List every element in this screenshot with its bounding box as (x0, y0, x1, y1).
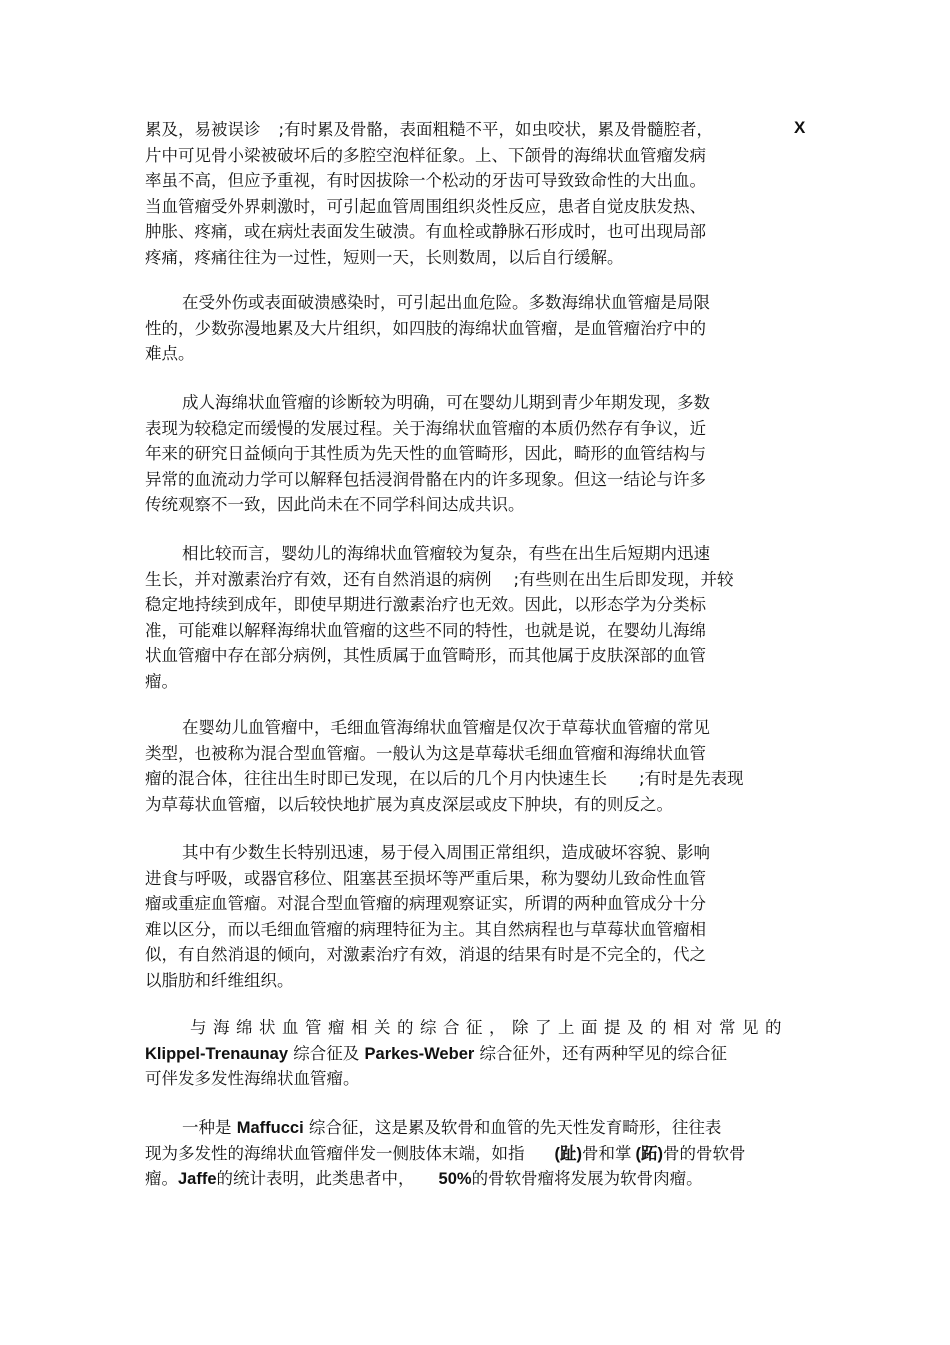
text-line: 当血管瘤受外界刺激时，可引起血管周围组织炎性反应，患者自觉皮肤发热、 (145, 196, 706, 216)
text-line: 状血管瘤中存在部分病例，其性质属于血管畸形，而其他属于皮肤深部的血管 (145, 646, 706, 665)
text-line: Klippel-Trenaunay 综合征及 Parkes-Weber 综合征外，还有两种罕见的综合征 (145, 1043, 728, 1063)
text-line: 在受外伤或表面破溃感染时，可引起出血危险。多数海绵状血管瘤是局限 (182, 293, 710, 312)
text-line: 为草莓状血管瘤，以后较快地扩展为真皮深层或皮下肿块，有的则反之。 (145, 794, 673, 814)
text-line: 以脂肪和纤维组织。 (145, 970, 294, 990)
text-line: 其中有少数生长特别迅速，易于侵入周围正常组织，造成破坏容貌、影响 (182, 843, 710, 862)
syndrome-name: Maffucci (236, 1119, 304, 1137)
text-line: 年来的研究日益倾向于其性质为先天性的血管畸形，因此，畸形的血管结构与 (145, 444, 706, 463)
text-line: 肿胀、疼痛，或在病灶表面发生破溃。有血栓或静脉石形成时，也可出现局部 (145, 222, 706, 241)
text-line: 似，有自然消退的倾向，对激素治疗有效，消退的结果有时是不完全的，代之 (145, 945, 706, 964)
paragraph-2 (145, 290, 810, 367)
paragraph-7 (145, 1015, 810, 1092)
text-line: 难以区分，而以毛细血管瘤的病理特征为主。其自然病程也与草莓状血管瘤相 (145, 919, 706, 939)
stray-mark: X (794, 118, 806, 137)
text-line: 一种是 Maffucci 综合征，这是累及软骨和血管的先天性发育畸形，往往表 (182, 1118, 722, 1137)
text-line: 瘤或重症血管瘤。对混合型血管瘤的病理观察证实，所谓的两种血管成分十分 (145, 894, 706, 913)
syndrome-name: Parkes-Weber (364, 1044, 475, 1063)
text-line: 疼痛，疼痛往往为一过性，短则一天，长则数周，以后自行缓解。 (145, 247, 624, 267)
text-line: 传统观察不一致，因此尚未在不同学科间达成共识。 (145, 495, 525, 514)
text-line: 瘤的混合体，往往出生时即已发现，在以后的几个月内快速生长 ;有时是先表现 (145, 769, 744, 788)
paragraph-5 (145, 715, 810, 817)
text-line: 稳定地持续到成年，即使早期进行激素治疗也无效。因此，以形态学为分类标 (145, 595, 706, 614)
text-line: 表现为较稳定而缓慢的发展过程。关于海绵状血管瘤的本质仍然存有争议，近 (145, 418, 706, 438)
text-line: 相比较而言，婴幼儿的海绵状血管瘤较为复杂，有些在出生后短期内迅速 (182, 544, 710, 563)
text-line: 可伴发多发性海绵状血管瘤。 (145, 1069, 360, 1088)
text-line: 进食与呼吸，或器官移位、阻塞甚至损坏等严重后果，称为婴幼儿致命性血管 (145, 868, 706, 888)
text-line: 性的，少数弥漫地累及大片组织，如四肢的海绵状血管瘤，是血管瘤治疗中的 (145, 318, 706, 338)
percentage: 50% (438, 1170, 472, 1188)
text-line: 累及，易被误诊 ;有时累及骨骼，表面粗糙不平，如虫咬状，累及骨髓腔者， (145, 120, 714, 139)
text-line: 现为多发性的海绵状血管瘤伴发一侧肢体末端，如指 (趾)骨和掌 (跖)骨的骨软骨 (145, 1143, 746, 1163)
text-line: 类型，也被称为混合型血管瘤。一般认为这是草莓状毛细血管瘤和海绵状血管 (145, 743, 706, 763)
author-name: Jaffe (178, 1170, 217, 1188)
paragraph-8 (145, 1115, 810, 1192)
text-line: 异常的血流动力学可以解释包括浸润骨骼在内的许多现象。但这一结论与许多 (145, 469, 706, 489)
text-line: 生长，并对激素治疗有效，还有自然消退的病例 ;有些则在出生后即发现，并较 (145, 569, 734, 589)
text-line: 难点。 (145, 344, 195, 363)
text-line: 与海绵状血管瘤相关的综合征，除了上面提及的相对常见的 (190, 1018, 788, 1037)
text-line: 瘤。 (145, 671, 178, 691)
text-line: 率虽不高，但应予重视，有时因拔除一个松动的牙齿可导致致命性的大出血。 (145, 171, 706, 190)
text-line: 瘤。Jaffe的统计表明，此类患者中， 50%的骨软骨瘤将发展为软骨肉瘤。 (145, 1169, 703, 1188)
text-line: 准，可能难以解释海绵状血管瘤的这些不同的特性，也就是说，在婴幼儿海绵 (145, 620, 706, 640)
text-line: 在婴幼儿血管瘤中，毛细血管海绵状血管瘤是仅次于草莓状血管瘤的常见 (182, 718, 710, 737)
paragraph-3 (145, 390, 810, 518)
paragraph-4 (145, 541, 810, 694)
paragraph-1 (145, 117, 810, 270)
syndrome-name: Klippel-Trenaunay (145, 1044, 289, 1063)
text-line: 成人海绵状血管瘤的诊断较为明确，可在婴幼儿期到青少年期发现，多数 (182, 393, 710, 412)
text-line: 片中可见骨小梁被破坏后的多腔空泡样征象。上、下颌骨的海绵状血管瘤发病 (145, 145, 706, 165)
paragraph-6 (145, 840, 810, 993)
